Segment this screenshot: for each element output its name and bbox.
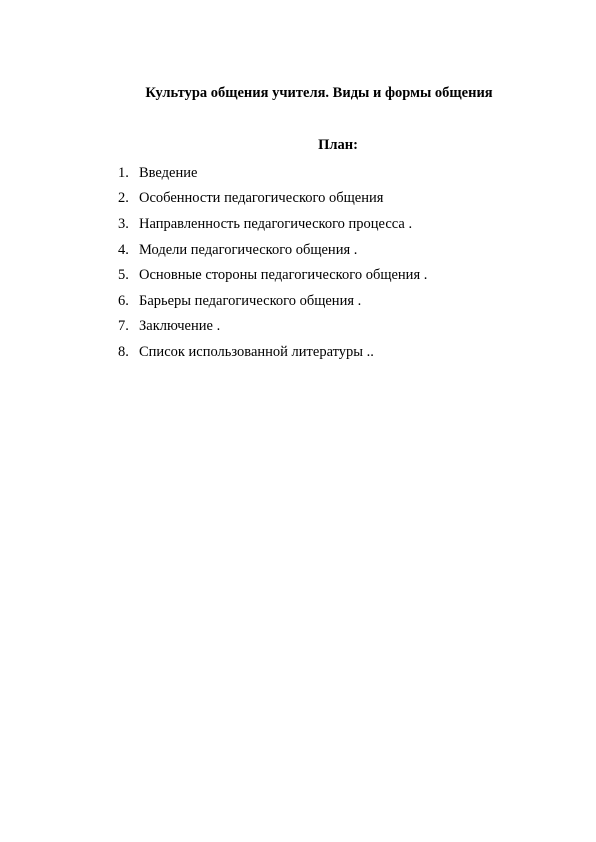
plan-list — [118, 160, 427, 365]
plan-item-text: Направленность педагогического процесса . — [139, 215, 413, 232]
plan-item-aspects — [118, 262, 427, 288]
document-title: Культура общения учителя. Виды и формы общения — [145, 85, 493, 101]
plan-item-introduction — [118, 160, 427, 186]
plan-item-text: Список использованной литературы .. — [139, 343, 374, 360]
plan-item-number: 3. — [118, 215, 129, 232]
plan-item-text: Основные стороны педагогического общения . — [139, 267, 428, 284]
plan-item-conclusion — [118, 314, 427, 340]
plan-item-text: Особенности педагогического общения — [139, 190, 384, 207]
plan-item-number: 6. — [118, 292, 129, 309]
plan-item-text: Введение — [139, 164, 198, 181]
plan-item-bibliography — [118, 339, 427, 365]
plan-item-number: 1. — [118, 164, 129, 181]
plan-item-text: Заключение . — [139, 318, 221, 335]
plan-item-number: 7. — [118, 318, 129, 335]
plan-item-features — [118, 186, 427, 212]
plan-item-models — [118, 237, 427, 263]
plan-item-direction — [118, 211, 427, 237]
plan-item-number: 4. — [118, 241, 129, 258]
plan-item-number: 5. — [118, 267, 129, 284]
plan-item-number: 8. — [118, 343, 129, 360]
plan-item-text: Барьеры педагогического общения . — [139, 292, 362, 309]
plan-item-barriers — [118, 288, 427, 314]
plan-item-number: 2. — [118, 190, 129, 207]
plan-item-text: Модели педагогического общения . — [139, 241, 358, 258]
plan-heading: План: — [318, 137, 358, 153]
